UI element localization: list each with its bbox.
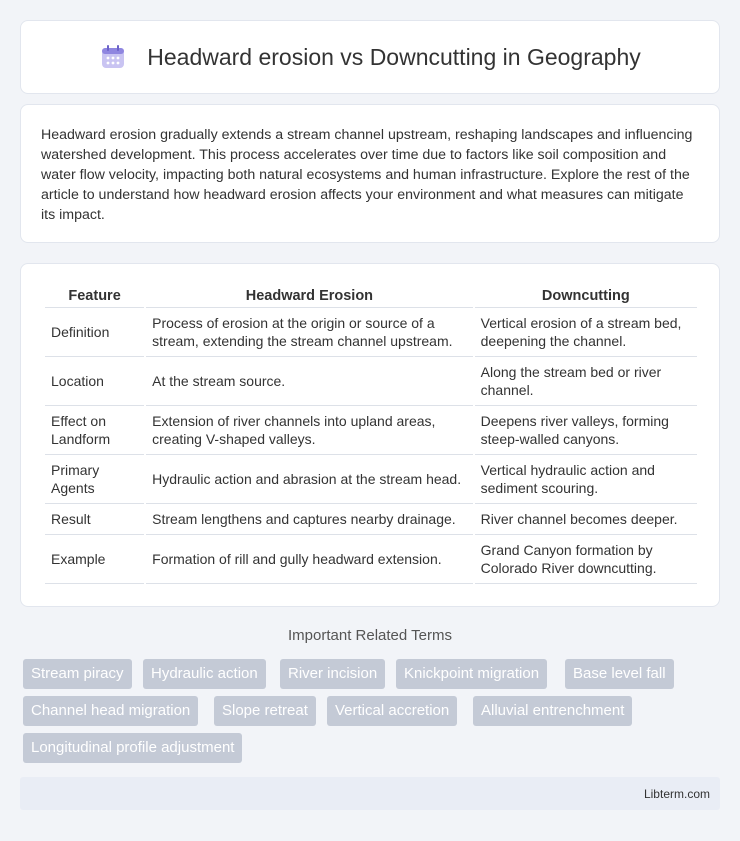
table-row [45, 504, 697, 535]
table-cell: Example [45, 535, 144, 584]
tag-vertical-accretion[interactable]: Vertical accretion [327, 696, 457, 726]
comparison-card [20, 263, 720, 607]
table-cell: Vertical erosion of a stream bed, deepening the channel. [475, 308, 697, 357]
header-downcutting: Downcutting [475, 284, 697, 308]
table-cell: Deepens river valleys, forming steep-walled canyons. [475, 406, 697, 455]
table-cell: Grand Canyon formation by Colorado River downcutting. [475, 535, 697, 584]
table-cell: Extension of river channels into upland areas, creating V-shaped valleys. [146, 406, 473, 455]
header-feature: Feature [45, 284, 144, 308]
tag-longitudinal-profile-adjustment[interactable]: Longitudinal profile adjustment [23, 733, 242, 763]
table-cell: Vertical hydraulic action and sediment scouring. [475, 455, 697, 504]
footer [20, 777, 720, 810]
calendar-icon [99, 43, 127, 71]
tag-hydraulic-action[interactable]: Hydraulic action [143, 659, 266, 689]
table-row [45, 308, 697, 357]
table-cell: Primary Agents [45, 455, 144, 504]
tag-river-incision[interactable]: River incision [280, 659, 385, 689]
intro-text: Headward erosion gradually extends a stream channel upstream, reshaping landscapes and influencing watershed development. This process accelerates over time due to factors like soil composition and water flow velocity, impacting both natural ecosystems and human infrastructure. Explore the rest of the article to understand how headward erosion affects your environment and what measures can mitigate its impact. [41, 127, 693, 223]
tag-base-level-fall[interactable]: Base level fall [565, 659, 674, 689]
related-terms-title: Important Related Terms [288, 627, 452, 644]
tag-slope-retreat[interactable]: Slope retreat [214, 696, 316, 726]
table-cell: Along the stream bed or river channel. [475, 357, 697, 406]
intro-card [20, 104, 720, 243]
comparison-table [43, 284, 699, 584]
table-cell: Hydraulic action and abrasion at the stream head. [146, 455, 473, 504]
table-header-row [45, 284, 697, 308]
table-row [45, 406, 697, 455]
title-card [20, 20, 720, 94]
table-cell: Location [45, 357, 144, 406]
table-cell: Formation of rill and gully headward extension. [146, 535, 473, 584]
page-title: Headward erosion vs Downcutting in Geography [147, 43, 641, 70]
table-cell: Effect on Landform [45, 406, 144, 455]
table-row [45, 455, 697, 504]
table-cell: Process of erosion at the origin or source of a stream, extending the stream channel upstream. [146, 308, 473, 357]
table-cell: Definition [45, 308, 144, 357]
tag-channel-head-migration[interactable]: Channel head migration [23, 696, 198, 726]
footer-site-link[interactable]: Libterm.com [643, 787, 710, 801]
table-cell: Stream lengthens and captures nearby drainage. [146, 504, 473, 535]
header-headward-erosion: Headward Erosion [146, 284, 473, 308]
table-cell: At the stream source. [146, 357, 473, 406]
table-cell: River channel becomes deeper. [475, 504, 697, 535]
table-row [45, 357, 697, 406]
tag-alluvial-entrenchment[interactable]: Alluvial entrenchment [473, 696, 632, 726]
table-cell: Result [45, 504, 144, 535]
tag-stream-piracy[interactable]: Stream piracy [23, 659, 132, 689]
table-row [45, 535, 697, 584]
tag-knickpoint-migration[interactable]: Knickpoint migration [396, 659, 547, 689]
